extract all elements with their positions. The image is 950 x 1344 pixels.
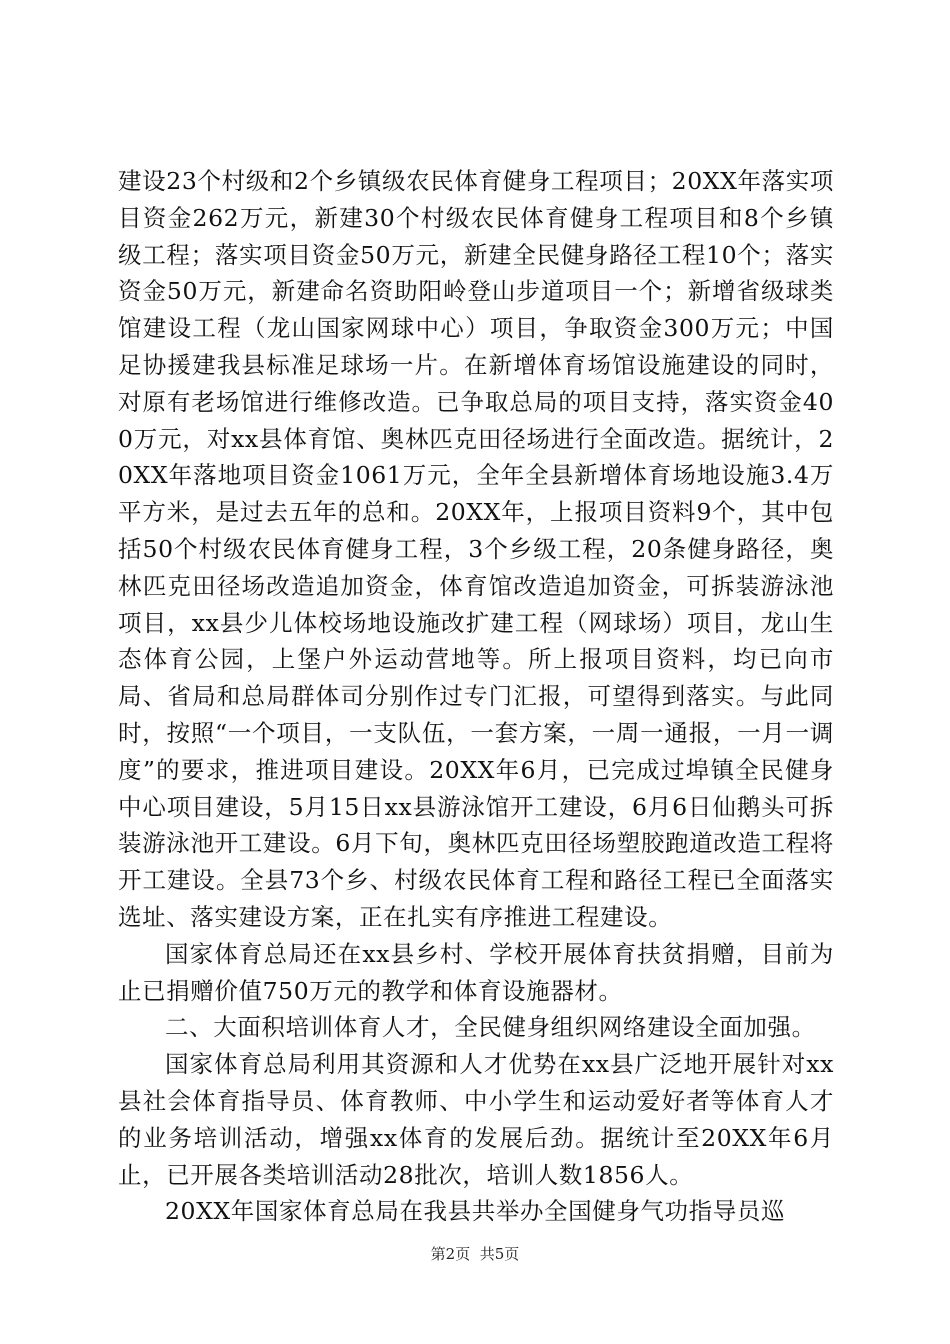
page-number: 第2页: [430, 1245, 471, 1263]
document-body: [118, 163, 834, 1230]
paragraph-3: 国家体育总局利用其资源和人才优势在xx县广泛地开展针对xx县社会体育指导员、体育教师、中小学生和运动爱好者等体育人才的业务培训活动，增强xx体育的发展后劲。据统计至20XX年6月止，已开展各类培训活动28批次，培训人数1856人。: [118, 1050, 834, 1189]
page-footer: [0, 1244, 950, 1264]
page-total: 共5页: [479, 1245, 520, 1263]
section-heading: 二、大面积培训体育人才，全民健身组织网络建设全面加强。: [165, 1013, 816, 1042]
paragraph-2: 国家体育总局还在xx县乡村、学校开展体育扶贫捐赠，目前为止已捐赠价值750万元的教学和体育设施器材。: [118, 939, 834, 1005]
paragraph-4: 20XX年国家体育总局在我县共举办全国健身气功指导员巡: [165, 1197, 786, 1226]
paragraph-1: 建设23个村级和2个乡镇级农民体育健身工程项目；20XX年落实项目资金262万元，新建30个村级农民体育健身工程项目和8个乡镇级工程；落实项目资金50万元，新建全民健身路径工程10个；落实资金50万元，新建命名资助阳岭登山步道项目一个；新增省级球类馆建设工程（龙山国家网球中心）项目，争取资金300万元；中国足协援建我县标准足球场一片。在新增体育场馆设施建设的同时，对原有老场馆进行维修改造。已争取总局的项目支持，落实资金400万元，对xx县体育馆、奥林匹克田径场进行全面改造。据统计，20XX年落地项目资金1061万元，全年全县新增体育场地设施3.4万平方米，是过去五年的总和。20XX年，上报项目资料9个，其中包括50个村级农民体育健身工程，3个乡级工程，20条健身路径，奥林匹克田径场改造追加资金，体育馆改造追加资金，可拆装游泳池项目，xx县少儿体校场地设施改扩建工程（网球场）项目，龙山生态体育公园，上堡户外运动营地等。所上报项目资料，均已向市局、省局和总局群体司分别作过专门汇报，可望得到落实。与此同时，按照“一个项目，一支队伍，一套方案，一周一通报，一月一调度”的要求，推进项目建设。20XX年6月，已完成过埠镇全民健身中心项目建设，5月15日xx县游泳馆开工建设，6月6日仙鹅头可拆装游泳池开工建设。6月下旬，奥林匹克田径场塑胶跑道改造工程将开工建设。全县73个乡、村级农民体育工程和路径工程已全面落实选址、落实建设方案，正在扎实有序推进工程建设。: [118, 167, 834, 931]
